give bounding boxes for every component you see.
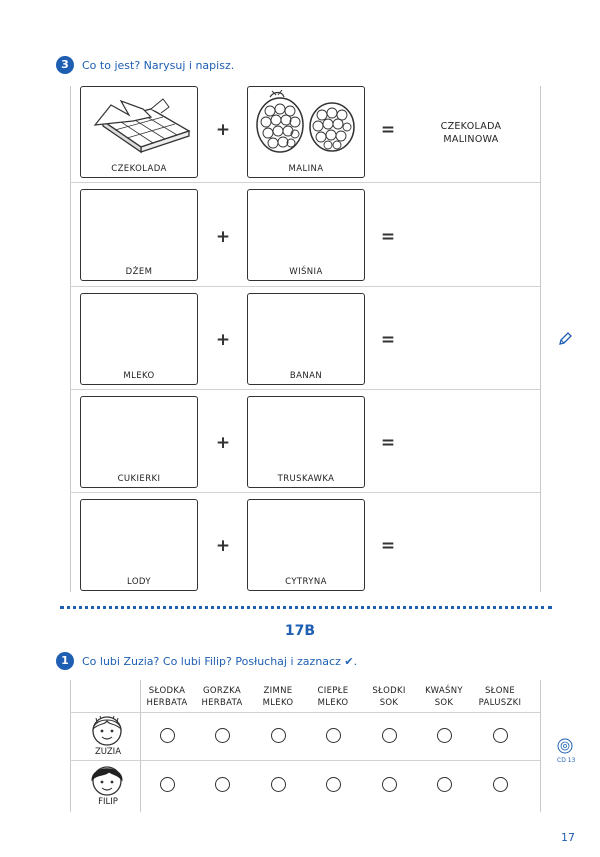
task-3-instruction: Co to jest? Narysuj i napisz. [82, 59, 235, 72]
page-number: 17 [561, 831, 575, 844]
answer-circle[interactable] [382, 777, 397, 792]
plus-sign: + [215, 433, 231, 453]
equals-sign: = [380, 120, 396, 140]
table-row-line [70, 760, 540, 761]
col-line-1: KWAŚNY [425, 686, 463, 696]
answer-text [411, 120, 531, 146]
box-label: CUKIERKI [117, 474, 161, 484]
answer-circle[interactable] [437, 777, 452, 792]
table-right-line [540, 680, 541, 812]
column-header [195, 685, 249, 709]
plus-sign: + [215, 227, 231, 247]
row-divider [70, 182, 540, 183]
drawing-box-czekolada [80, 86, 198, 178]
answer-circle[interactable] [271, 777, 286, 792]
raspberry-icon [248, 89, 364, 161]
row-divider [70, 492, 540, 493]
answer-circle[interactable] [215, 777, 230, 792]
drawing-box-malina [247, 86, 365, 178]
answer-circle[interactable] [326, 728, 341, 743]
box-label: CYTRYNA [285, 577, 327, 587]
equals-sign: = [380, 536, 396, 556]
box-label: MLEKO [123, 371, 155, 381]
col-line-2: MLEKO [262, 698, 294, 708]
drawing-box-dzem[interactable] [80, 189, 198, 281]
answer-circle[interactable] [215, 728, 230, 743]
cd-label: CD 13 [557, 757, 576, 764]
row-divider [70, 286, 540, 287]
task-1-instruction: Co lubi Zuzia? Co lubi Filip? Posłuchaj i zaznacz ✔. [82, 655, 358, 668]
drawing-box-cukierki[interactable] [80, 396, 198, 488]
col-line-1: ZIMNE [263, 686, 293, 696]
box-label: LODY [127, 577, 151, 587]
column-header [140, 685, 194, 709]
plus-sign: + [215, 330, 231, 350]
box-label: CZEKOLADA [111, 164, 167, 174]
section-separator [60, 606, 552, 609]
col-line-2: SOK [434, 698, 454, 708]
answer-circle[interactable] [437, 728, 452, 743]
drawing-box-mleko[interactable] [80, 293, 198, 385]
cd-icon[interactable] [557, 738, 573, 754]
col-line-1: SŁONE [484, 686, 516, 696]
table-left-line [70, 680, 71, 812]
boy-face-icon [87, 762, 127, 798]
table-header-line [70, 712, 540, 713]
chocolate-icon [81, 91, 197, 163]
answer-circle[interactable] [493, 777, 508, 792]
drawing-box-truskawka[interactable] [247, 396, 365, 488]
answer-circle[interactable] [271, 728, 286, 743]
box-label: WIŚNIA [289, 267, 323, 277]
answer-line-1: CZEKOLADA [440, 121, 502, 132]
col-line-1: CIEPŁE [317, 686, 349, 696]
column-header [251, 685, 305, 709]
answer-circle[interactable] [493, 728, 508, 743]
col-line-2: MLEKO [317, 698, 349, 708]
frame-right-line [540, 86, 541, 592]
column-header [306, 685, 360, 709]
kid-name-zuzia: ZUZIA [94, 747, 122, 757]
equals-sign: = [380, 227, 396, 247]
equals-sign: = [380, 433, 396, 453]
box-label: DŻEM [125, 267, 153, 277]
equals-sign: = [380, 330, 396, 350]
kid-name-filip: FILIP [98, 797, 118, 807]
answer-circle[interactable] [160, 728, 175, 743]
row-divider [70, 389, 540, 390]
task-number-1: 1 [56, 652, 74, 670]
box-label: BANAN [289, 371, 323, 381]
box-label: MALINA [288, 164, 324, 174]
column-header [362, 685, 416, 709]
answer-circle[interactable] [160, 777, 175, 792]
section-title: 17B [284, 623, 316, 639]
answer-circle[interactable] [326, 777, 341, 792]
col-line-2: SOK [379, 698, 399, 708]
girl-face-icon [87, 713, 127, 749]
col-line-1: SŁODKI [372, 686, 406, 696]
column-header [417, 685, 471, 709]
pencil-icon[interactable] [557, 331, 573, 347]
col-line-2: HERBATA [146, 698, 188, 708]
drawing-box-banan[interactable] [247, 293, 365, 385]
box-label: TRUSKAWKA [277, 474, 335, 484]
col-line-2: HERBATA [201, 698, 243, 708]
frame-left-line [70, 86, 71, 592]
plus-sign: + [215, 120, 231, 140]
answer-line-2: MALINOWA [443, 134, 499, 145]
drawing-box-cytryna[interactable] [247, 499, 365, 591]
col-line-2: PALUSZKI [478, 698, 522, 708]
plus-sign: + [215, 536, 231, 556]
task-number-3: 3 [56, 56, 74, 74]
col-line-1: GORZKA [202, 686, 242, 696]
col-line-1: SŁODKA [148, 686, 186, 696]
drawing-box-lody[interactable] [80, 499, 198, 591]
drawing-box-wisnia[interactable] [247, 189, 365, 281]
column-header [473, 685, 527, 709]
answer-circle[interactable] [382, 728, 397, 743]
